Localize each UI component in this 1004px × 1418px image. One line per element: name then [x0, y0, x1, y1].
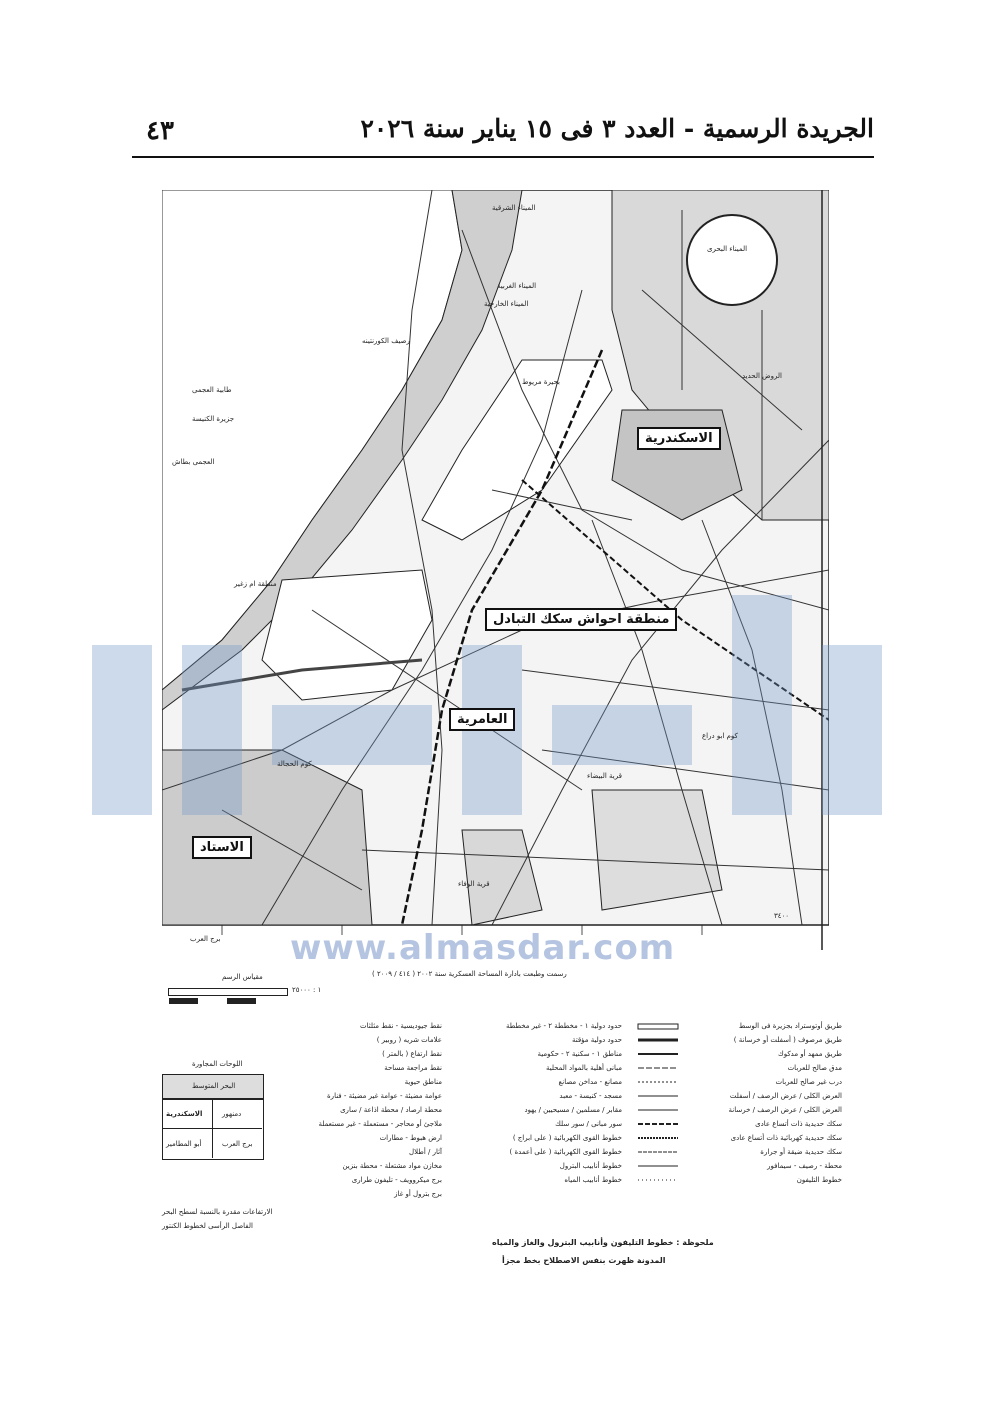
- legend-item: العرض الكلى / عرض الرصف / أسفلت: [729, 1092, 842, 1100]
- map-label: بحيرة مريوط: [522, 378, 560, 386]
- legend-item: مقابر / مسلمين / مسيحيين / يهود: [524, 1106, 622, 1114]
- legend-item: حدود دولية مؤقتة: [571, 1036, 622, 1044]
- grid-label: ٣٤٠٠: [774, 912, 790, 920]
- legend-item: نقط ارتفاع ( بالمتر ): [382, 1050, 442, 1058]
- legend-remark-2: المدونة ظهرت بنفس الاصطلاح بخط مجزأ: [502, 1256, 666, 1265]
- legend-item: مخازن مواد مشتعلة - محطة بنزين: [342, 1162, 442, 1170]
- legend-item: آثار / أطلال: [409, 1148, 442, 1156]
- legend-credit: رسمت وطبعت بادارة المساحة العسكرية سنة ٢٠٠٢ ( ٤١٤ / ٢٠٠٩ ): [372, 970, 567, 978]
- legend-item: علامات شريه ( روبير ): [376, 1036, 442, 1044]
- legend-item: درب غير صالح للعربات: [775, 1078, 842, 1086]
- adjacent-sheet: برج العرب: [222, 1140, 253, 1148]
- callout-stadium: الاستاد: [192, 836, 252, 859]
- map-label: جزيرة الكنيسة: [192, 415, 235, 423]
- adjacent-sheets: [162, 1060, 262, 1170]
- map-label: قرية البيضاء: [587, 772, 622, 780]
- legend-note: الفاصل الرأسى لخطوط الكنتور: [162, 1222, 253, 1230]
- legend-item: خطوط أنابيب البترول: [559, 1162, 622, 1170]
- legend-item: برج بترول أو غاز: [394, 1190, 442, 1198]
- legend-item: سور مبانى / سور سلك: [555, 1120, 622, 1128]
- legend-item: طريق مرصوف ( أسفلت أو خرسانة ): [733, 1036, 842, 1044]
- scale-bar: [168, 988, 288, 996]
- scale-title: مقياس الرسم: [222, 973, 263, 981]
- scale-ratio: ١ : ٢٥٠٠٠: [292, 986, 322, 994]
- legend-item: نقط جيوديسية - نقط مثلثات: [360, 1022, 442, 1030]
- legend-item: مبانى أهلية بالمواد المحلية: [545, 1064, 622, 1072]
- legend-item: خطوط القوى الكهربائية ( على ابراج ): [512, 1134, 622, 1142]
- legend-item: طريق ممهد أو مدكوك: [777, 1050, 842, 1058]
- map-legend: [162, 960, 842, 1290]
- legend-item: سكك حديدية كهربائية ذات أتساع عادى: [730, 1134, 842, 1142]
- legend-item: حدود دولية ١ - مخططة ٢ - غير مخططة: [505, 1022, 622, 1030]
- legend-item: مناطق حيوية: [404, 1078, 442, 1086]
- page-header: [132, 112, 874, 156]
- legend-item: سكك حديدية ذات أتساع عادى: [755, 1120, 842, 1128]
- map-label: الميناء الخارجية: [484, 300, 529, 308]
- map-label: الميناء الشرقية: [492, 204, 536, 212]
- map-label: رصيف الكورنتينه: [362, 337, 410, 345]
- legend-item: مصانع - مداخن مصانع: [558, 1078, 622, 1086]
- legend-item: طريق أوتوستراد بجزيرة فى الوسط: [738, 1022, 842, 1030]
- header-divider: [132, 156, 874, 158]
- callout-fish-basins: منطقة احواش سكك التبادل: [485, 608, 677, 631]
- legend-item: محطة - رصيف - سيمافور: [767, 1162, 842, 1170]
- legend-item: محطة ارصاد / محطة اذاعة / سارى: [340, 1106, 442, 1114]
- legend-item: ملاجئ أو محاجر - مستعملة - غير مستعملة: [318, 1120, 442, 1128]
- legend-item: العرض الكلى / عرض الرصف / خرسانة: [728, 1106, 842, 1114]
- map: [162, 190, 829, 950]
- legend-item: مناطق ١ - سكنية ٢ - حكومية: [537, 1050, 622, 1058]
- map-label: العجمى بطاش: [172, 458, 215, 466]
- adjacent-sheet: البحر المتوسط: [192, 1082, 236, 1090]
- legend-item: مسجد - كنيسة - معبد: [559, 1092, 622, 1100]
- legend-item: مدق صالح للعربات: [787, 1064, 842, 1072]
- map-label: برج العرب: [190, 935, 221, 943]
- map-label: الروض الحديد: [742, 372, 782, 380]
- legend-item: برج ميكروويف - تليفون طرارى: [351, 1176, 442, 1184]
- legend-item: سكك حديدية ضيقة أو جرارة: [760, 1148, 842, 1156]
- legend-note: الارتفاعات مقدرة بالنسبة لسطح البحر: [162, 1208, 273, 1216]
- legend-item: خطوط التليفون: [796, 1176, 842, 1184]
- legend-item: خطوط القوى الكهربائية ( على أعمدة ): [509, 1148, 622, 1156]
- gazette-title: الجريدة الرسمية - العدد ٣ فى ١٥ يناير سنة ٢٠٢٦: [360, 114, 874, 143]
- map-label: كوم ابو دراع: [702, 732, 738, 740]
- map-label: الميناء البحرى: [707, 245, 748, 253]
- adjacent-title: اللوحات المجاورة: [192, 1060, 243, 1068]
- adjacent-sheet-current: الاسكندرية: [166, 1110, 203, 1118]
- legend-item: عوامة مضيئة - عوامة غير مضيئة - فنارة: [327, 1092, 442, 1100]
- legend-remark: ملحوظة : خطوط التليفون وأنابيب البترول والغاز والمياه: [492, 1238, 714, 1247]
- map-label: طابية العجمى: [192, 386, 232, 394]
- callout-amreya: العامرية: [449, 708, 515, 731]
- map-label: قرية الوفاء: [458, 880, 490, 888]
- legend-item: ارض هبوط - مطارات: [379, 1134, 442, 1142]
- adjacent-sheet: أبو المطامير: [166, 1140, 202, 1148]
- callout-alexandria: الاسكندرية: [637, 427, 721, 450]
- adjacent-sheet: دمنهور: [222, 1110, 242, 1118]
- legend-item: نقط مراجعة مساحة: [384, 1064, 442, 1072]
- map-label: كوم الحجالة: [277, 760, 312, 768]
- page-number: ٤٣: [146, 116, 174, 146]
- legend-item: خطوط أنابيب المياه: [564, 1176, 622, 1184]
- watermark-url: www.almasdar.com: [290, 928, 676, 968]
- legend-symbols: [632, 1022, 692, 1187]
- map-label: منطقة ام زغير: [234, 580, 277, 588]
- map-label: الميناء الغربية: [497, 282, 537, 290]
